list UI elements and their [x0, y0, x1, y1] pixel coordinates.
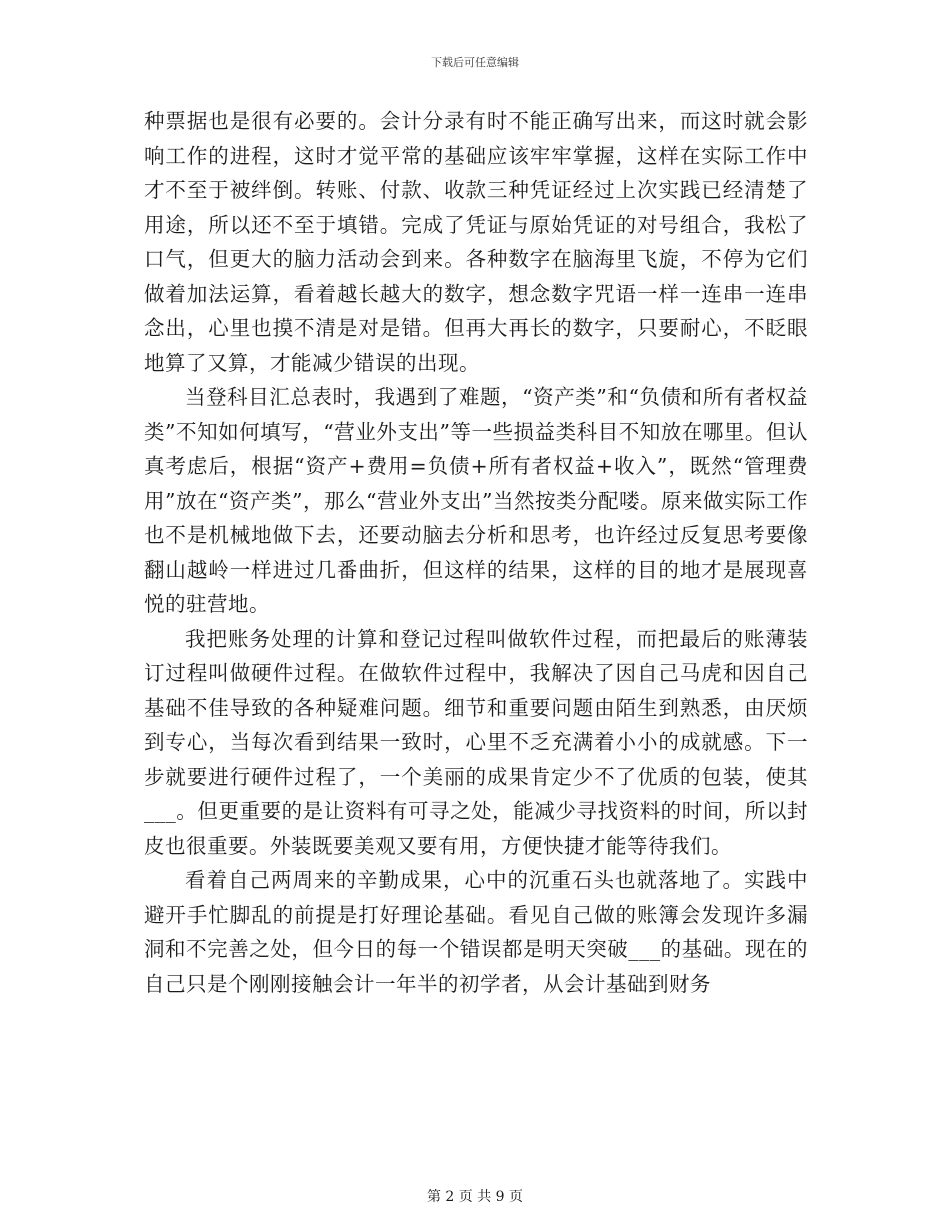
paragraph: 看着自己两周来的辛勤成果，心中的沉重石头也就落地了。实践中避开手忙脚乱的前提是打好理论基础。看见自己做的账簿会发现许多漏洞和不完善之处，但今日的每一个错误都是明天突破___的基础。现在的自己只是个刚刚接触会计一年半的初学者，从会计基础到财务 — [144, 868, 808, 996]
page-number: 第 2 页 共 9 页 — [426, 1189, 524, 1205]
paragraph: 我把账务处理的计算和登记过程叫做软件过程，而把最后的账薄装订过程叫做硬件过程。在做软件过程中，我解决了因自己马虎和因自己基础不佳导致的各种疑难问题。细节和重要问题由陌生到熟悉，由厌烦到专心，当每次看到结果一致时，心里不乏充满着小小的成就感。下一步就要进行硬件过程了，一个美丽的成果肯定少不了优质的包装，使其___。但更重要的是让资料有可寻之处，能减少寻找资料的时间，所以封皮也很重要。外装既要美观又要有用，方便快捷才能等待我们。 — [144, 626, 808, 858]
page-header: 下载后可任意编辑 — [431, 56, 519, 69]
document-body — [144, 104, 808, 1001]
paragraph: 当登科目汇总表时，我遇到了难题，“资产类”和“负债和所有者权益类”不知如何填写，“营业外支出”等一些损益类科目不知放在哪里。但认真考虑后，根据“资产+费用=负债+所有者权益+收入”，既然“管理费用”放在“资产类”，那么“营业外支出”当然按类分配喽。原来做实际工作也不是机械地做下去，还要动脑去分析和思考，也许经过反复思考要像翻山越岭一样进过几番曲折，但这样的结果，这样的目的地才是展现喜悦的驻营地。 — [144, 385, 808, 616]
paragraph-continued: 种票据也是很有必要的。会计分录有时不能正确写出来，而这时就会影响工作的进程，这时才觉平常的基础应该牢牢掌握，这样在实际工作中才不至于被绊倒。转账、付款、收款三种凭证经过上次实践已经清楚了用途，所以还不至于填错。完成了凭证与原始凭证的对号组合，我松了口气，但更大的脑力活动会到来。各种数字在脑海里飞旋，不停为它们做着加法运算，看着越长越大的数字，想念数字咒语一样一连串一连串念出，心里也摸不清是对是错。但再大再长的数字，只要耐心，不眨眼地算了又算，才能减少错误的出现。 — [144, 109, 808, 375]
